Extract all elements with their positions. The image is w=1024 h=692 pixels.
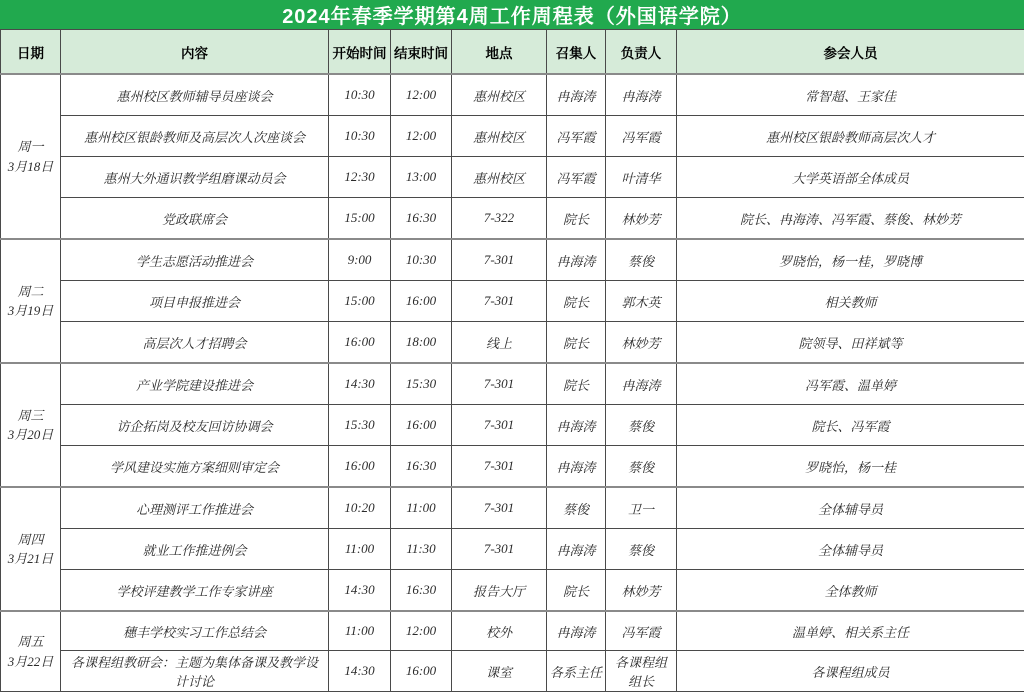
cell-content: 心理测评工作推进会 [61, 487, 329, 529]
cell-location: 报告大厅 [452, 570, 547, 612]
cell-participants: 全体辅导员 [677, 529, 1024, 570]
cell-end-time: 16:00 [391, 651, 452, 692]
cell-participants: 大学英语部全体成员 [677, 157, 1024, 198]
cell-end-time: 13:00 [391, 157, 452, 198]
col-header-date: 日期 [1, 30, 61, 75]
col-header-convener: 召集人 [547, 30, 606, 75]
day-date: 3月18日 [4, 157, 57, 177]
day-cell-friday [1, 611, 61, 692]
cell-end-time: 12:00 [391, 116, 452, 157]
col-header-participants: 参会人员 [677, 30, 1024, 75]
cell-start-time: 10:20 [329, 487, 391, 529]
table-row [1, 446, 1024, 488]
cell-owner: 卫一 [606, 487, 677, 529]
cell-owner: 叶清华 [606, 157, 677, 198]
col-header-owner: 负责人 [606, 30, 677, 75]
cell-content: 产业学院建设推进会 [61, 363, 329, 405]
cell-start-time: 14:30 [329, 363, 391, 405]
day-weekday: 周五 [4, 632, 57, 652]
schedule-table [0, 29, 1024, 692]
cell-convener: 冉海涛 [547, 405, 606, 446]
day-cell-tuesday [1, 239, 61, 363]
table-row [1, 487, 1024, 529]
day-weekday: 周一 [4, 137, 57, 157]
cell-content: 访企拓岗及校友回访协调会 [61, 405, 329, 446]
cell-participants: 院长、冯军霞 [677, 405, 1024, 446]
cell-convener: 蔡俊 [547, 487, 606, 529]
table-row [1, 529, 1024, 570]
cell-convener: 冉海涛 [547, 239, 606, 281]
table-row [1, 611, 1024, 651]
cell-location: 线上 [452, 322, 547, 364]
cell-start-time: 16:00 [329, 322, 391, 364]
cell-start-time: 10:30 [329, 74, 391, 116]
day-date: 3月22日 [4, 652, 57, 672]
cell-end-time: 11:30 [391, 529, 452, 570]
cell-participants: 惠州校区银龄教师高层次人才 [677, 116, 1024, 157]
cell-participants: 院领导、田祥斌等 [677, 322, 1024, 364]
table-row [1, 157, 1024, 198]
cell-end-time: 15:30 [391, 363, 452, 405]
table-row [1, 116, 1024, 157]
cell-content: 项目申报推进会 [61, 281, 329, 322]
cell-content: 学风建设实施方案细则审定会 [61, 446, 329, 488]
cell-owner: 冯军霞 [606, 116, 677, 157]
table-row [1, 363, 1024, 405]
cell-start-time: 11:00 [329, 611, 391, 651]
day-weekday: 周三 [4, 406, 57, 426]
cell-end-time: 12:00 [391, 74, 452, 116]
cell-owner: 冯军霞 [606, 611, 677, 651]
cell-start-time: 15:00 [329, 281, 391, 322]
cell-location: 7-301 [452, 363, 547, 405]
cell-owner: 蔡俊 [606, 239, 677, 281]
cell-convener: 冯军霞 [547, 157, 606, 198]
cell-participants: 冯军霞、温单婷 [677, 363, 1024, 405]
col-header-start-time: 开始时间 [329, 30, 391, 75]
cell-content: 各课程组教研会：主题为集体备课及教学设计讨论 [61, 651, 329, 692]
cell-owner: 蔡俊 [606, 529, 677, 570]
cell-start-time: 15:30 [329, 405, 391, 446]
cell-owner: 林妙芳 [606, 198, 677, 240]
cell-convener: 各系主任 [547, 651, 606, 692]
cell-owner: 郭木英 [606, 281, 677, 322]
table-row [1, 198, 1024, 240]
cell-location: 惠州校区 [452, 116, 547, 157]
cell-participants: 全体教师 [677, 570, 1024, 612]
cell-content: 高层次人才招聘会 [61, 322, 329, 364]
cell-convener: 院长 [547, 198, 606, 240]
cell-start-time: 12:30 [329, 157, 391, 198]
col-header-content: 内容 [61, 30, 329, 75]
cell-end-time: 10:30 [391, 239, 452, 281]
cell-start-time: 9:00 [329, 239, 391, 281]
cell-location: 7-301 [452, 239, 547, 281]
cell-start-time: 10:30 [329, 116, 391, 157]
cell-participants: 罗晓怡，杨一桂，罗晓博 [677, 239, 1024, 281]
cell-start-time: 16:00 [329, 446, 391, 488]
cell-participants: 全体辅导员 [677, 487, 1024, 529]
cell-participants: 罗晓怡，杨一桂 [677, 446, 1024, 488]
cell-end-time: 16:30 [391, 198, 452, 240]
col-header-end-time: 结束时间 [391, 30, 452, 75]
cell-end-time: 11:00 [391, 487, 452, 529]
cell-owner: 林妙芳 [606, 322, 677, 364]
day-weekday: 周二 [4, 282, 57, 302]
cell-owner: 林妙芳 [606, 570, 677, 612]
cell-start-time: 11:00 [329, 529, 391, 570]
cell-location: 7-301 [452, 446, 547, 488]
cell-content: 惠州校区教师辅导员座谈会 [61, 74, 329, 116]
cell-content: 党政联席会 [61, 198, 329, 240]
cell-end-time: 16:00 [391, 405, 452, 446]
cell-participants: 温单婷、相关系主任 [677, 611, 1024, 651]
cell-end-time: 16:00 [391, 281, 452, 322]
cell-participants: 相关教师 [677, 281, 1024, 322]
cell-location: 7-301 [452, 487, 547, 529]
table-row [1, 570, 1024, 612]
cell-participants: 常智超、王家佳 [677, 74, 1024, 116]
day-date: 3月21日 [4, 549, 57, 569]
day-date: 3月19日 [4, 301, 57, 321]
day-cell-wednesday [1, 363, 61, 487]
page-title: 2024年春季学期第4周工作周程表（外国语学院） [0, 0, 1024, 29]
cell-end-time: 12:00 [391, 611, 452, 651]
day-cell-monday [1, 74, 61, 239]
day-weekday: 周四 [4, 530, 57, 550]
cell-owner: 冉海涛 [606, 74, 677, 116]
cell-owner: 蔡俊 [606, 405, 677, 446]
cell-end-time: 16:30 [391, 446, 452, 488]
cell-convener: 冉海涛 [547, 74, 606, 116]
cell-location: 7-322 [452, 198, 547, 240]
cell-convener: 冉海涛 [547, 446, 606, 488]
day-date: 3月20日 [4, 425, 57, 445]
table-row [1, 281, 1024, 322]
cell-start-time: 14:30 [329, 570, 391, 612]
cell-participants: 各课程组成员 [677, 651, 1024, 692]
cell-location: 惠州校区 [452, 74, 547, 116]
cell-owner: 蔡俊 [606, 446, 677, 488]
cell-location: 7-301 [452, 405, 547, 446]
cell-content: 惠州校区银龄教师及高层次人次座谈会 [61, 116, 329, 157]
cell-convener: 院长 [547, 363, 606, 405]
cell-start-time: 14:30 [329, 651, 391, 692]
cell-location: 校外 [452, 611, 547, 651]
cell-convener: 院长 [547, 322, 606, 364]
cell-convener: 院长 [547, 281, 606, 322]
cell-content: 穗丰学校实习工作总结会 [61, 611, 329, 651]
cell-location: 课室 [452, 651, 547, 692]
day-cell-thursday [1, 487, 61, 611]
cell-owner: 各课程组组长 [606, 651, 677, 692]
table-row [1, 405, 1024, 446]
col-header-location: 地点 [452, 30, 547, 75]
table-row [1, 239, 1024, 281]
table-row [1, 651, 1024, 692]
cell-location: 惠州校区 [452, 157, 547, 198]
cell-convener: 院长 [547, 570, 606, 612]
cell-location: 7-301 [452, 281, 547, 322]
cell-content: 学生志愿活动推进会 [61, 239, 329, 281]
cell-convener: 冉海涛 [547, 529, 606, 570]
cell-convener: 冉海涛 [547, 611, 606, 651]
cell-convener: 冯军霞 [547, 116, 606, 157]
table-row [1, 74, 1024, 116]
cell-end-time: 16:30 [391, 570, 452, 612]
cell-start-time: 15:00 [329, 198, 391, 240]
cell-end-time: 18:00 [391, 322, 452, 364]
cell-location: 7-301 [452, 529, 547, 570]
cell-content: 惠州大外通识教学组磨课动员会 [61, 157, 329, 198]
cell-content: 学校评建教学工作专家讲座 [61, 570, 329, 612]
table-row [1, 322, 1024, 364]
header-row [1, 30, 1024, 75]
cell-owner: 冉海涛 [606, 363, 677, 405]
cell-content: 就业工作推进例会 [61, 529, 329, 570]
cell-participants: 院长、冉海涛、冯军霞、蔡俊、林妙芳 [677, 198, 1024, 240]
